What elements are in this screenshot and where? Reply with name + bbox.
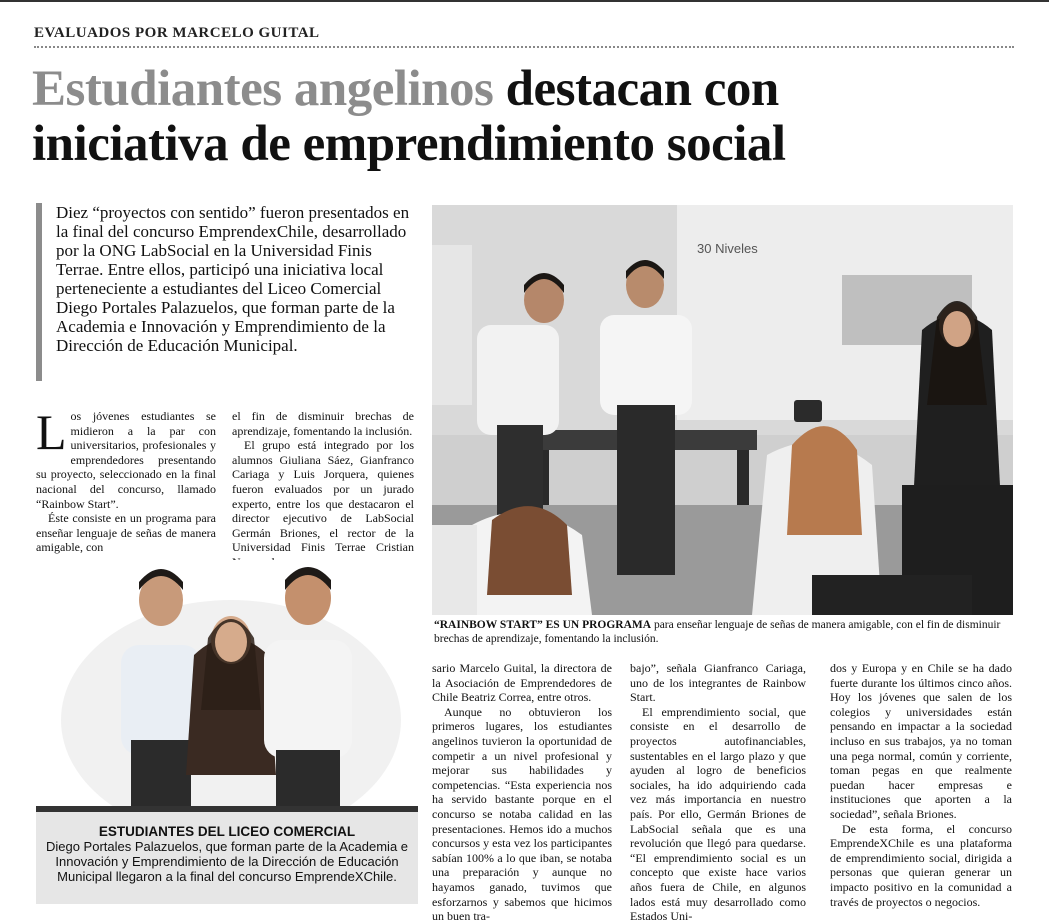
caption-text: para enseñar lenguaje de señas de manera amigable, con el fin de disminuir brechas de aprendizaje, fomentando la inclusión.: [434, 619, 1001, 645]
event-illustration: [432, 205, 1013, 615]
lead-paragraph: Diez “proyectos con sentido” fueron presentados en la final del concurso EmprendexChile, desarrollado por la ONG LabSocial en la Universidad Finis Terrae. Entre ellos, participó una iniciativa local perteneciente a estudiantes del Liceo Comercial Diego Portales Palazuelos, que forman parte de la Academia e Innovación y Emprendimiento de la Dirección de Educación Municipal.: [36, 203, 418, 381]
caption-lead: “RAINBOW START” ES UN PROGRAMA: [434, 619, 652, 631]
dotted-divider: [34, 46, 1014, 48]
body-paragraph: el fin de disminuir brechas de aprendizaje, fomentando la inclusión.: [232, 409, 414, 438]
body-column-1: [36, 404, 216, 555]
body-column-5: [830, 661, 1012, 909]
headline-line1-rest: destacan con: [493, 61, 779, 117]
top-rule: [0, 0, 1049, 2]
main-event-photo: [432, 205, 1013, 615]
students-photo: [36, 560, 418, 808]
body-paragraph: De esta forma, el concurso EmprendeXChile es una plataforma de emprendimiento social, dirigida a personas que quieran generar un impacto positivo en la comunidad a través de proyectos o negocios.: [830, 821, 1012, 909]
body-paragraph: Éste consiste en un programa para enseñar lenguaje de señas de manera amigable, con: [36, 511, 216, 555]
body-paragraph: bajo”, señala Gianfranco Cariaga, uno de los integrantes de Rainbow Start.: [630, 661, 806, 705]
body-text: os jóvenes estudiantes se midieron a la par con universitarios, profesionales y emprendedores presentando su proyecto, seleccionado en la final nacional del concurso, llamado “Rainbow Start”.: [36, 409, 216, 511]
headline-highlight: Estudiantes angelinos: [32, 61, 494, 117]
body-column-2: [232, 409, 414, 570]
students-caption-text: Diego Portales Palazuelos, que forman parte de la Academia e Innovación y Emprendimiento de la Dirección de Educación Municipal llegaron a la final del concurso EmprendeXChile.: [45, 839, 409, 884]
students-illustration: [36, 560, 418, 808]
body-paragraph: Aunque no obtuvieron los primeros lugares, los estudiantes angelinos tuvieron la oportunidad de competir a un nivel profesional y mejorar sus habilidades y competencias. “Esta experiencia nos ha servido bastante porque en el concurso se notaba calidad en las presentaciones. Hemos ido a muchos concursos y esta vez los participantes sabían 100% a lo que iban, se notaba una preparación y aunque no hayamos ganado, tuvimos que esforzarnos y sabemos que hicimos un buen tra-: [432, 704, 612, 924]
students-photo-caption: [36, 806, 418, 904]
headline-line2: iniciativa de emprendimiento social: [32, 116, 786, 172]
screen-text: 30 Niveles: [697, 241, 758, 256]
students-caption-title: ESTUDIANTES DEL LICEO COMERCIAL: [98, 824, 356, 839]
main-photo-caption: [434, 618, 1019, 646]
body-paragraph: [36, 404, 216, 511]
body-paragraph: sario Marcelo Guital, la directora de la Asociación de Emprendedores de Chile Beatriz Correa, entre otros.: [432, 661, 612, 705]
body-column-4: [630, 661, 806, 924]
dropcap: L: [36, 404, 67, 460]
body-paragraph: El emprendimiento social, que consiste en el desarrollo de proyectos autofinanciables, sustentables en el largo plazo y que ayuden al logro de beneficios sociales, ha ido adquiriendo cada vez más importancia en nuestro país. Por ello, Germán Briones de LabSocial señala que es una revolución que llegó para quedarse. “El emprendimiento social es un concepto que existe hace varios años fuera de Chile, en algunos lados está muy desarrollado como Estados Uni-: [630, 704, 806, 924]
body-paragraph: dos y Europa y en Chile se ha dado fuerte durante los últimos cinco años. Hoy los jóvenes que salen de los colegios y universidades están pensando en impactar a la sociedad incluso en sus trabajos, ya no toman una pega normal, común y corriente, toman pegas en que realmente puedan hacer empresas e instituciones que aporten a la sociedad”, señala Briones.: [830, 661, 1012, 821]
section-label: EVALUADOS POR MARCELO GUITAL: [34, 25, 320, 41]
body-column-3: [432, 661, 612, 924]
body-paragraph: El grupo está integrado por los alumnos Giuliana Sáez, Gianfranco Cariaga y Luis Jorquera, quienes fueron evaluados por un jurado experto, entre los que destacaron el director ejecutivo de LabSocial Germán Briones, el rector de la Universidad Finis Terrae Cristian: [232, 438, 414, 555]
headline: [32, 62, 1022, 172]
